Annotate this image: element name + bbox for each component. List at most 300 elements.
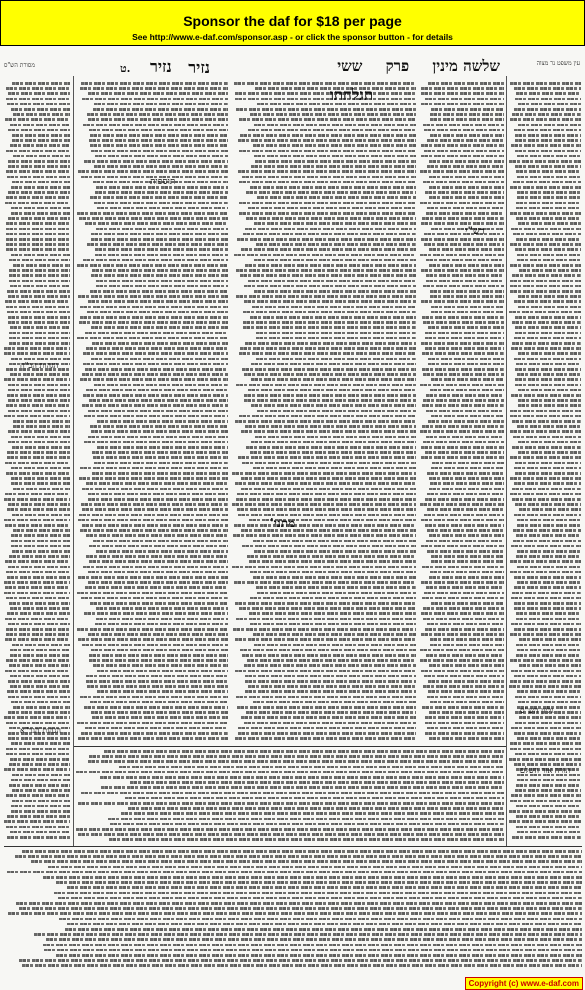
- text-line: [10, 758, 70, 761]
- text-line: [429, 196, 504, 199]
- text-line: [515, 462, 581, 465]
- text-line: [11, 742, 70, 745]
- text-line: [421, 612, 504, 615]
- text-line: [516, 363, 581, 366]
- talmud-page: [0, 46, 585, 990]
- sponsor-title: Sponsor the daf for $18 per page: [183, 13, 402, 29]
- text-line: [511, 144, 581, 147]
- text-line: [8, 441, 70, 444]
- text-line: [84, 415, 228, 418]
- text-line: [11, 212, 70, 215]
- text-line: [423, 607, 504, 610]
- text-line: [11, 701, 70, 704]
- text-line: [4, 378, 70, 381]
- text-line: [9, 332, 70, 335]
- text-line: [6, 233, 70, 236]
- text-line: [246, 217, 416, 220]
- text-line: [4, 347, 70, 350]
- text-line: [242, 654, 416, 657]
- text-line: [12, 550, 70, 553]
- text-line: [91, 326, 228, 329]
- text-line: [232, 566, 416, 569]
- text-line: [513, 233, 581, 236]
- text-line: [10, 326, 70, 329]
- text-line: [7, 508, 70, 511]
- text-line: [239, 352, 416, 355]
- text-line: [44, 949, 582, 952]
- text-line: [513, 529, 581, 532]
- text-line: [242, 462, 416, 465]
- text-line: [509, 160, 581, 163]
- text-line: [517, 649, 581, 652]
- text-line: [514, 467, 581, 470]
- text-line: [511, 545, 581, 548]
- text-line: [249, 612, 416, 615]
- text-line: [11, 534, 71, 537]
- text-line: [423, 124, 505, 127]
- text-line: [510, 415, 581, 418]
- text-line: [84, 706, 228, 709]
- text-line: [236, 108, 416, 111]
- text-line: [250, 623, 416, 626]
- text-line: [81, 597, 228, 600]
- text-line: [7, 836, 70, 839]
- page-number: ט.: [120, 62, 131, 75]
- text-line: [254, 550, 416, 553]
- text-line: [119, 766, 504, 769]
- text-line: [513, 540, 581, 543]
- text-line: [425, 716, 504, 719]
- text-line: [89, 654, 228, 657]
- text-line: [519, 638, 581, 641]
- text-line: [248, 129, 416, 132]
- text-line: [9, 274, 70, 277]
- text-line: [425, 337, 504, 340]
- rashi-label: רש"י: [465, 226, 485, 237]
- text-line: [7, 612, 70, 615]
- text-line: [77, 337, 228, 340]
- text-line: [95, 248, 228, 251]
- text-line: [516, 815, 581, 818]
- text-line: [510, 82, 581, 85]
- text-line: [76, 828, 504, 831]
- text-line: [13, 706, 70, 709]
- text-line: [426, 259, 504, 262]
- text-line: [511, 794, 581, 797]
- text-line: [6, 628, 70, 631]
- text-line: [422, 566, 504, 569]
- text-line: [97, 420, 228, 423]
- text-line: [423, 685, 504, 688]
- text-line: [5, 638, 70, 641]
- text-line: [515, 134, 581, 137]
- text-line: [511, 727, 581, 730]
- perek-number: ששי: [337, 57, 363, 75]
- text-line: [12, 134, 70, 137]
- text-line: [10, 675, 70, 678]
- text-line: [81, 503, 228, 506]
- text-line: [239, 150, 416, 153]
- text-line: [79, 514, 228, 517]
- text-line: [425, 191, 504, 194]
- text-line: [428, 420, 504, 423]
- text-line: [510, 430, 581, 433]
- text-line: [245, 228, 416, 231]
- text-line: [96, 280, 228, 283]
- text-line: [9, 555, 70, 558]
- text-line: [233, 534, 416, 537]
- text-line: [56, 881, 582, 884]
- text-line: [244, 399, 416, 402]
- text-line: [512, 420, 581, 423]
- text-line: [429, 488, 504, 491]
- text-line: [430, 290, 504, 293]
- text-line: [241, 716, 416, 719]
- text-line: [121, 812, 504, 815]
- text-line: [10, 831, 70, 834]
- text-line: [512, 113, 581, 116]
- sponsor-banner[interactable]: [0, 0, 585, 46]
- text-line: [425, 347, 504, 350]
- text-line: [243, 321, 416, 324]
- text-line: [5, 462, 70, 465]
- text-line: [11, 207, 70, 210]
- text-line: [423, 441, 504, 444]
- text-line: [422, 217, 504, 220]
- text-line: [91, 274, 228, 277]
- text-line: [239, 181, 416, 184]
- text-line: [12, 446, 70, 449]
- text-line: [8, 295, 70, 298]
- rashi-column: [420, 82, 504, 742]
- text-line: [5, 493, 70, 496]
- text-line: [87, 113, 228, 116]
- text-line: [88, 493, 228, 496]
- text-line: [239, 415, 416, 418]
- text-line: [243, 326, 416, 329]
- text-line: [509, 810, 581, 813]
- text-line: [86, 347, 228, 350]
- text-line: [8, 430, 70, 433]
- text-line: [89, 139, 228, 142]
- text-line: [514, 675, 581, 678]
- text-line: [232, 472, 416, 475]
- text-line: [6, 748, 70, 751]
- text-line: [238, 139, 416, 142]
- text-line: [429, 576, 504, 579]
- text-line: [421, 519, 505, 522]
- text-line: [95, 191, 228, 194]
- text-line: [244, 300, 416, 303]
- text-line: [97, 690, 228, 693]
- sponsor-subtitle[interactable]: See http://www.e-daf.com/sponsor.asp - or click the sponsor button - for details: [132, 32, 453, 42]
- text-line: [511, 670, 581, 673]
- text-line: [13, 425, 70, 428]
- text-line: [516, 555, 581, 558]
- text-line: [254, 124, 416, 127]
- text-line: [256, 337, 417, 340]
- text-line: [7, 456, 70, 459]
- text-line: [430, 644, 504, 647]
- text-line: [8, 696, 70, 699]
- text-line: [8, 737, 70, 740]
- text-line: [517, 566, 581, 569]
- text-line: [91, 358, 228, 361]
- text-line: [89, 545, 228, 548]
- text-line: [517, 425, 581, 428]
- text-line: [514, 482, 581, 485]
- text-line: [65, 928, 582, 931]
- text-line: [6, 472, 70, 475]
- text-line: [424, 675, 504, 678]
- text-line: [235, 638, 416, 641]
- text-line: [516, 654, 581, 657]
- text-line: [239, 212, 416, 215]
- gilyon-label: גליון הש"ס: [520, 706, 554, 715]
- text-line: [422, 404, 504, 407]
- text-line: [13, 264, 70, 267]
- text-line: [517, 524, 581, 527]
- text-line: [86, 680, 228, 683]
- text-line: [86, 534, 228, 537]
- mishna-lead-word: מתני': [270, 516, 296, 530]
- text-line: [93, 108, 228, 111]
- text-line: [425, 498, 504, 501]
- text-line: [248, 280, 416, 283]
- text-line: [511, 623, 582, 626]
- text-line: [420, 430, 504, 433]
- text-line: [430, 134, 504, 137]
- text-line: [8, 503, 70, 506]
- text-line: [254, 155, 416, 158]
- text-line: [89, 560, 228, 563]
- text-line: [244, 373, 416, 376]
- text-line: [431, 306, 504, 309]
- text-line: [11, 810, 70, 813]
- text-line: [420, 254, 504, 257]
- text-line: [422, 368, 504, 371]
- text-line: [15, 855, 582, 858]
- text-line: [429, 248, 504, 251]
- text-line: [8, 566, 70, 569]
- text-line: [83, 566, 228, 569]
- text-line: [428, 358, 504, 361]
- text-line: [6, 238, 70, 241]
- text-line: [11, 805, 70, 808]
- text-line: [78, 519, 228, 522]
- copyright-badge[interactable]: Copyright (c) www.e-daf.com: [465, 977, 583, 990]
- text-line: [512, 321, 581, 324]
- text-line: [429, 711, 504, 714]
- text-line: [510, 264, 581, 267]
- text-line: [78, 833, 505, 836]
- text-line: [257, 592, 416, 595]
- text-line: [512, 592, 581, 595]
- text-line: [6, 404, 70, 407]
- text-line: [427, 165, 504, 168]
- text-line: [242, 545, 416, 548]
- text-line: [6, 222, 70, 225]
- text-line: [421, 545, 504, 548]
- text-line: [514, 607, 581, 610]
- text-line: [257, 196, 416, 199]
- text-line: [6, 659, 70, 662]
- text-line: [251, 441, 416, 444]
- text-line: [83, 124, 228, 127]
- text-line: [81, 732, 228, 735]
- text-line: [240, 347, 416, 350]
- text-line: [420, 503, 504, 506]
- text-line: [431, 415, 504, 418]
- text-line: [424, 129, 504, 132]
- text-line: [94, 202, 228, 205]
- text-line: [510, 800, 581, 803]
- text-line: [9, 280, 70, 283]
- text-line: [86, 389, 228, 392]
- text-line: [7, 576, 70, 579]
- text-line: [5, 670, 70, 673]
- text-line: [93, 456, 228, 459]
- text-line: [425, 722, 504, 725]
- text-line: [9, 269, 70, 272]
- text-line: [421, 342, 504, 345]
- text-line: [232, 503, 416, 506]
- text-line: [518, 352, 581, 355]
- text-line: [431, 378, 504, 381]
- text-line: [510, 633, 581, 636]
- text-line: [516, 238, 581, 241]
- text-line: [77, 628, 228, 631]
- text-line: [425, 451, 504, 454]
- text-line: [4, 415, 70, 418]
- ein-mishpat-header: עין משפט נר מצוה: [536, 60, 580, 67]
- text-line: [421, 581, 504, 584]
- text-line: [429, 176, 504, 179]
- text-line: [253, 633, 416, 636]
- text-line: [85, 222, 228, 225]
- text-line: [244, 394, 416, 397]
- text-line: [238, 170, 416, 173]
- text-line: [91, 649, 228, 652]
- text-line: [8, 165, 70, 168]
- text-line: [130, 781, 504, 784]
- text-line: [426, 410, 504, 413]
- text-line: [8, 191, 70, 194]
- text-line: [245, 680, 416, 683]
- text-line: [109, 838, 504, 841]
- text-line: [48, 866, 582, 869]
- text-line: [82, 373, 228, 376]
- text-line: [237, 706, 416, 709]
- text-line: [86, 482, 228, 485]
- text-line: [13, 113, 70, 116]
- text-line: [125, 797, 504, 800]
- text-line: [510, 659, 581, 662]
- text-line: [237, 508, 416, 511]
- text-line: [515, 696, 581, 699]
- text-line: [510, 280, 581, 283]
- text-line: [91, 430, 228, 433]
- text-line: [12, 514, 70, 517]
- text-line: [514, 586, 581, 589]
- text-line: [421, 144, 504, 147]
- text-line: [96, 550, 228, 553]
- tractate-header: נזיר: [150, 57, 172, 76]
- text-line: [13, 488, 70, 491]
- text-line: [510, 456, 581, 459]
- text-line: [519, 664, 581, 667]
- text-line: [8, 399, 70, 402]
- text-line: [516, 805, 581, 808]
- text-line: [8, 680, 70, 683]
- text-line: [253, 701, 416, 704]
- text-line: [518, 451, 581, 454]
- text-line: [12, 800, 70, 803]
- text-line: [429, 664, 504, 667]
- text-line: [80, 316, 228, 319]
- text-line: [9, 337, 70, 340]
- text-line: [517, 176, 581, 179]
- text-line: [518, 295, 581, 298]
- text-line: [428, 82, 504, 85]
- text-line: [78, 170, 228, 173]
- text-line: [84, 160, 228, 163]
- text-line: [512, 498, 581, 501]
- text-line: [7, 815, 70, 818]
- text-line: [11, 108, 70, 111]
- text-line: [240, 134, 416, 137]
- text-line: [427, 139, 504, 142]
- text-line: [239, 607, 416, 610]
- text-line: [100, 776, 504, 779]
- text-line: [78, 737, 228, 740]
- text-line: [236, 498, 416, 501]
- text-line: [239, 202, 416, 205]
- text-line: [420, 202, 504, 205]
- text-line: [82, 98, 228, 101]
- text-line: [514, 337, 581, 340]
- text-line: [514, 108, 581, 111]
- text-line: [5, 118, 70, 121]
- column-rule: [506, 76, 507, 846]
- text-line: [247, 555, 416, 558]
- text-line: [243, 311, 416, 314]
- text-line: [92, 716, 228, 719]
- text-line: [510, 285, 582, 288]
- text-line: [11, 779, 70, 782]
- text-line: [234, 524, 416, 527]
- text-line: [517, 581, 581, 584]
- text-line: [77, 212, 228, 215]
- text-line: [80, 306, 228, 309]
- text-line: [13, 420, 70, 423]
- text-line: [423, 181, 504, 184]
- text-line: [8, 160, 70, 163]
- text-line: [253, 540, 416, 543]
- text-line: [514, 732, 581, 735]
- text-line: [89, 755, 504, 758]
- text-line: [422, 425, 504, 428]
- text-line: [509, 758, 581, 761]
- text-line: [429, 737, 504, 740]
- text-line: [518, 306, 581, 309]
- text-line: [430, 482, 504, 485]
- text-line: [428, 326, 504, 329]
- text-line: [80, 378, 228, 381]
- text-line: [90, 144, 228, 147]
- text-line: [432, 462, 505, 465]
- text-line: [241, 529, 416, 532]
